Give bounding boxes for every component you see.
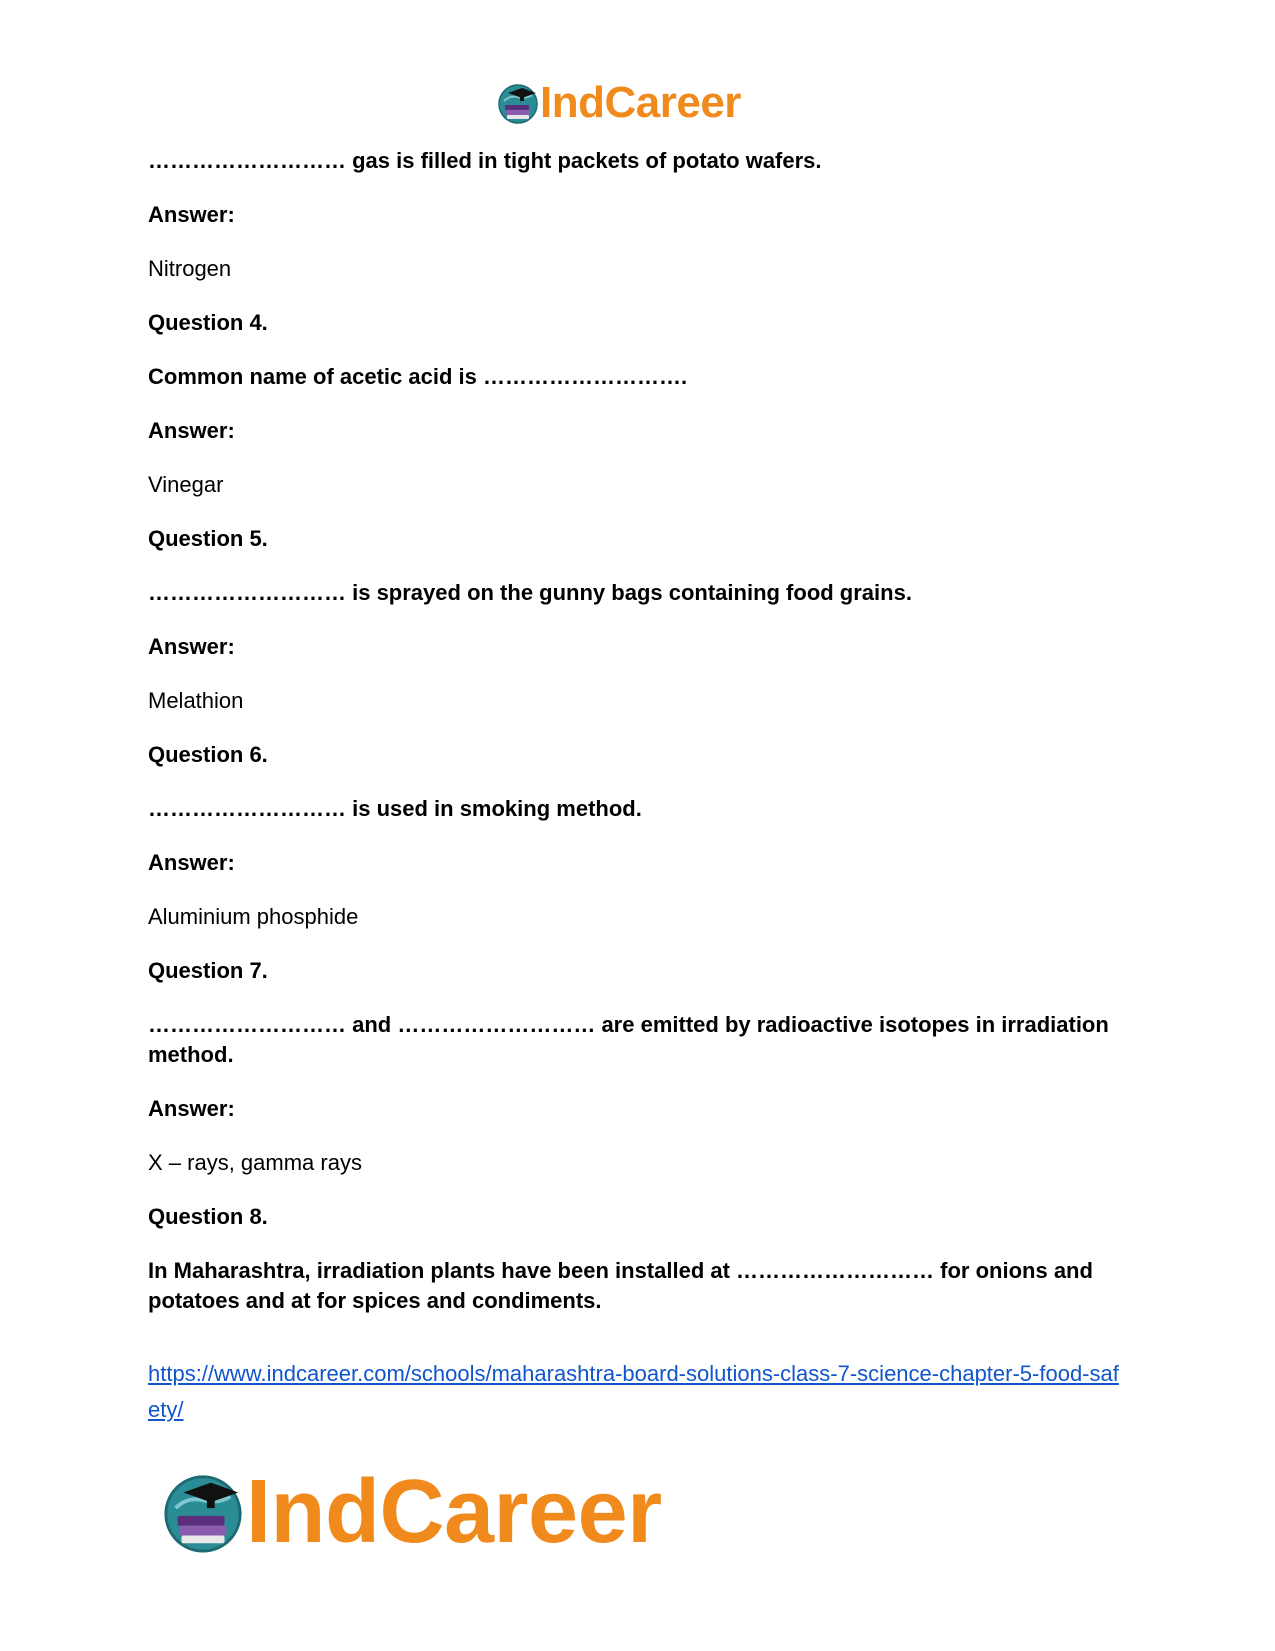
answer-text: Melathion xyxy=(148,688,244,713)
answer-text: Nitrogen xyxy=(148,256,232,281)
footer-logo xyxy=(160,1462,700,1562)
question-text: Common name of acetic acid is ………………………. xyxy=(148,364,688,389)
question-3-text: ……………………… gas is filled in tight packets of potato wafers. xyxy=(148,148,822,173)
answer-text: Aluminium phosphide xyxy=(148,904,359,929)
answer-label: Answer: xyxy=(148,850,235,875)
question-text: In Maharashtra, irradiation plants have been installed at ……………………… for onions and potatoes and at for spices and condiments. xyxy=(148,1258,1093,1313)
answer-label: Answer: xyxy=(148,634,235,659)
answer-label: Answer: xyxy=(148,1096,235,1121)
answer-label: Answer: xyxy=(148,418,235,443)
source-link[interactable]: https://www.indcareer.com/schools/maharashtra-board-solutions-class-7-science-chapter-5-food-safety/ xyxy=(148,1361,1119,1422)
question-heading: Question 4. xyxy=(148,310,268,335)
brand-name: IndCareer xyxy=(246,1462,662,1562)
question-heading: Question 6. xyxy=(148,742,268,767)
question-text: ……………………… and ……………………… are emitted by radioactive isotopes in irradiation method. xyxy=(148,1012,1109,1067)
question-heading: Question 7. xyxy=(148,958,268,983)
answer-text: X – rays, gamma rays xyxy=(148,1150,362,1175)
question-text: ……………………… is sprayed on the gunny bags containing food grains. xyxy=(148,580,912,605)
answer-label: Answer: xyxy=(148,202,235,227)
globe-books-icon xyxy=(160,1469,246,1555)
question-heading: Question 8. xyxy=(148,1204,268,1229)
globe-books-icon xyxy=(496,81,540,125)
question-heading: Question 5. xyxy=(148,526,268,551)
answer-text: Vinegar xyxy=(148,472,224,497)
brand-name: IndCareer xyxy=(540,78,741,127)
header-logo xyxy=(496,78,766,128)
question-text: ……………………… is used in smoking method. xyxy=(148,796,642,821)
document-body xyxy=(148,146,1128,1428)
